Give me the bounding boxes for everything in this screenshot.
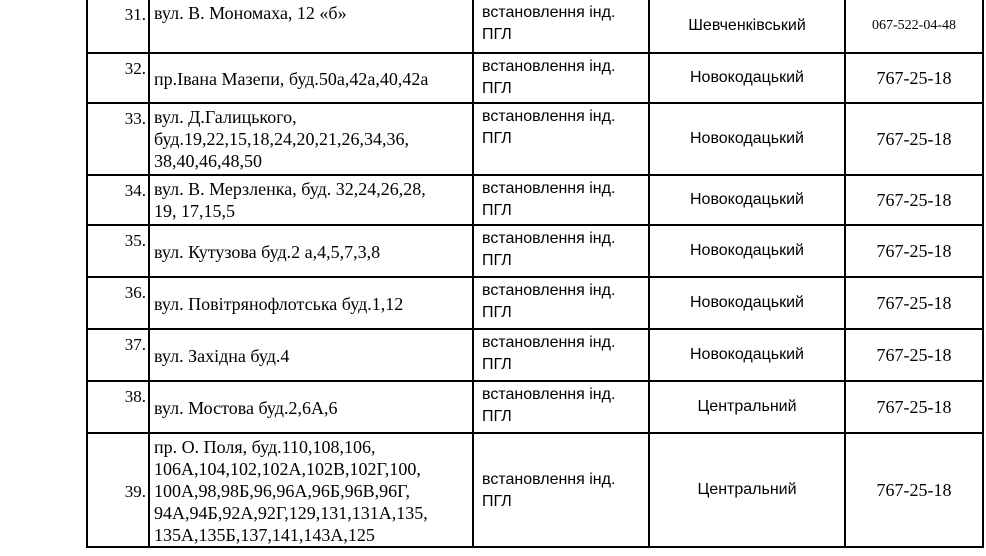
phone-cell: 767-25-18 [845, 103, 983, 175]
work-type-line: встановлення інд. [482, 230, 616, 247]
address-line: вул. В. Мономаха, 12 «б» [154, 3, 347, 23]
row-number-cell [87, 0, 149, 53]
district-cell: Новокодацький [649, 175, 845, 225]
district-cell: Новокодацький [649, 277, 845, 329]
district-cell: Центральний [649, 433, 845, 547]
work-type-line: ПГЛ [482, 26, 512, 43]
phone-cell: 767-25-18 [845, 433, 983, 547]
row-number-cell [87, 175, 149, 225]
work-type-line: ПГЛ [482, 130, 512, 147]
row-number-cell [87, 329, 149, 381]
work-type-line: встановлення інд. [482, 334, 616, 351]
address-cell [149, 433, 473, 547]
row-number: 33. [124, 109, 146, 128]
row-number-cell [87, 103, 149, 175]
work-type-cell [473, 329, 649, 381]
address-cell [149, 175, 473, 225]
row-number: 31. [124, 5, 146, 24]
address-line: 19, 17,15,5 [154, 201, 235, 221]
address-line: вул. Д.Галицького, [154, 107, 297, 127]
work-type-line: встановлення інд. [482, 471, 616, 488]
phone-cell: 767-25-18 [845, 225, 983, 277]
work-type-cell [473, 433, 649, 547]
address-cell [149, 103, 473, 175]
table-row [87, 433, 983, 547]
address-line: вул. Кутузова буд.2 а,4,5,7,3,8 [154, 242, 381, 262]
address-cell [149, 0, 473, 53]
work-type-cell [473, 381, 649, 433]
address-cell [149, 53, 473, 103]
address-line: 106А,104,102,102А,102В,102Г,100, [154, 459, 421, 479]
row-number-cell [87, 53, 149, 103]
work-type-cell [473, 103, 649, 175]
row-number-cell [87, 381, 149, 433]
row-number: 36. [124, 283, 146, 302]
work-type-line: встановлення інд. [482, 58, 616, 75]
address-line: вул. В. Мерзленка, буд. 32,24,26,28, [154, 179, 426, 199]
work-type-line: ПГЛ [482, 493, 512, 510]
work-type-line: ПГЛ [482, 80, 512, 97]
work-type-line: встановлення інд. [482, 4, 616, 21]
work-type-cell [473, 53, 649, 103]
address-line: 94А,94Б,92А,92Г,129,131,131А,135, [154, 503, 428, 523]
work-type-line: встановлення інд. [482, 108, 616, 125]
address-line: пр.Івана Мазепи, буд.50а,42а,40,42а [154, 69, 429, 89]
table-row [87, 103, 983, 175]
row-number: 34. [124, 181, 146, 200]
row-number-cell [87, 433, 149, 547]
district-cell: Центральний [649, 381, 845, 433]
address-line: пр. О. Поля, буд.110,108,106, [154, 437, 376, 457]
address-line: вул. Мостова буд.2,6А,6 [154, 398, 338, 418]
works-table [86, 0, 984, 548]
work-type-cell [473, 277, 649, 329]
row-number-cell [87, 225, 149, 277]
address-line: вул. Західна буд.4 [154, 346, 290, 366]
row-number: 32. [124, 59, 146, 78]
address-cell [149, 381, 473, 433]
work-type-cell [473, 0, 649, 53]
table-row [87, 175, 983, 225]
work-type-cell [473, 175, 649, 225]
address-line: 38,40,46,48,50 [154, 151, 262, 171]
table-row [87, 53, 983, 103]
phone-cell: 767-25-18 [845, 381, 983, 433]
address-line: 135А,135Б,137,141,143А,125 [154, 525, 375, 545]
address-cell [149, 329, 473, 381]
work-type-line: встановлення інд. [482, 180, 616, 197]
address-cell [149, 277, 473, 329]
work-type-line: ПГЛ [482, 356, 512, 373]
address-line: 100А,98,98Б,96,96А,96Б,96В,96Г, [154, 481, 411, 501]
table-row [87, 0, 983, 53]
address-line: вул. Повітрянофлотська буд.1,12 [154, 294, 404, 314]
row-number: 39. [124, 482, 146, 501]
table-row [87, 225, 983, 277]
work-type-line: встановлення інд. [482, 282, 616, 299]
work-type-cell [473, 225, 649, 277]
district-cell: Новокодацький [649, 225, 845, 277]
work-type-line: ПГЛ [482, 202, 512, 219]
phone-cell: 767-25-18 [845, 277, 983, 329]
work-type-line: ПГЛ [482, 408, 512, 425]
phone-cell: 067-522-04-48 [845, 0, 983, 53]
row-number: 35. [124, 231, 146, 250]
district-cell: Новокодацький [649, 103, 845, 175]
phone-cell: 767-25-18 [845, 329, 983, 381]
address-line: буд.19,22,15,18,24,20,21,26,34,36, [154, 129, 409, 149]
phone-cell: 767-25-18 [845, 175, 983, 225]
address-cell [149, 225, 473, 277]
district-cell: Шевченківський [649, 0, 845, 53]
works-table-body [87, 0, 983, 547]
work-type-line: ПГЛ [482, 252, 512, 269]
table-row [87, 277, 983, 329]
district-cell: Новокодацький [649, 329, 845, 381]
work-type-line: встановлення інд. [482, 386, 616, 403]
row-number: 38. [124, 387, 146, 406]
table-row [87, 329, 983, 381]
work-type-line: ПГЛ [482, 304, 512, 321]
phone-cell: 767-25-18 [845, 53, 983, 103]
table-row [87, 381, 983, 433]
district-cell: Новокодацький [649, 53, 845, 103]
row-number-cell [87, 277, 149, 329]
row-number: 37. [124, 335, 146, 354]
